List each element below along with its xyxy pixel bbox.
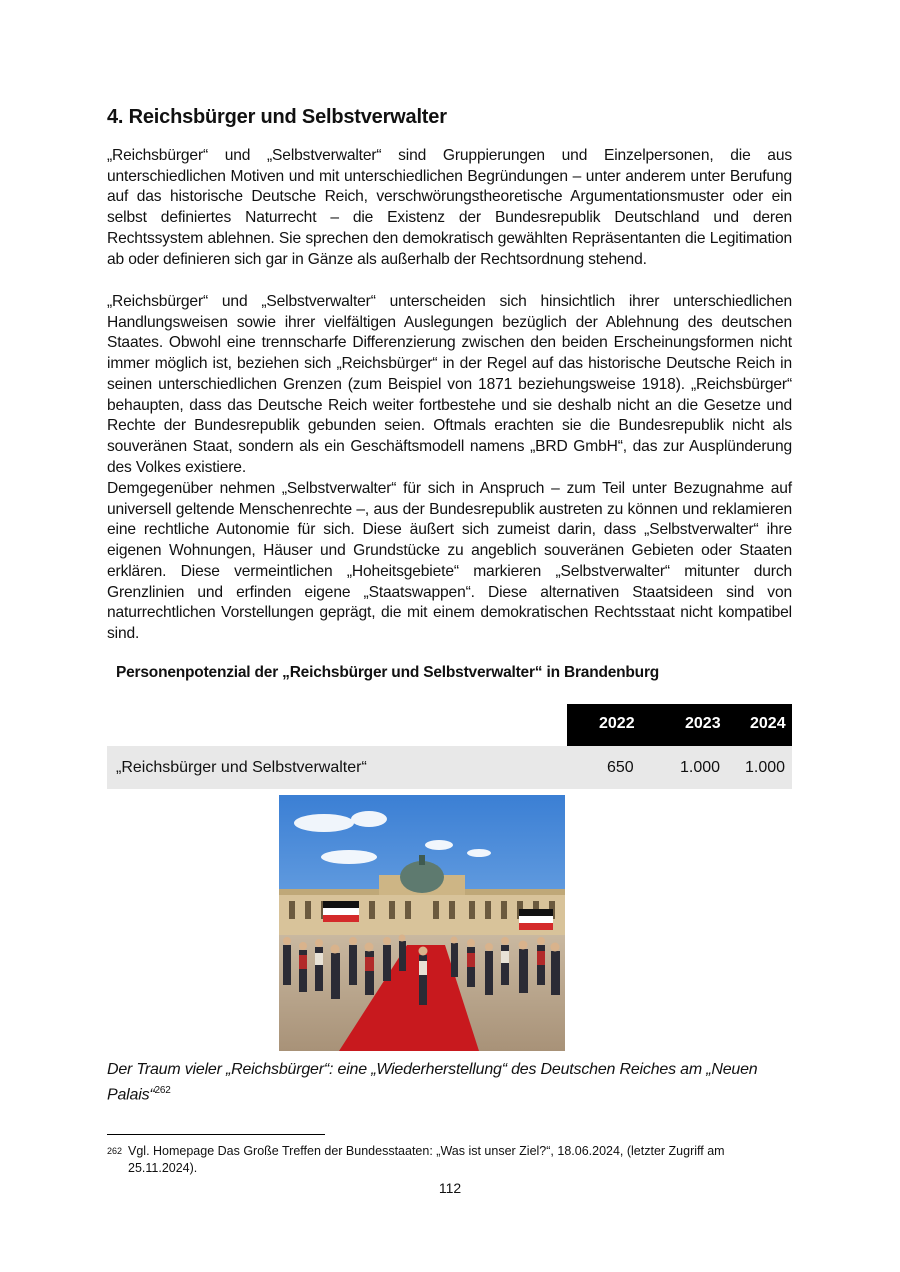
year-header-2023: 2023 [685,715,721,732]
palace-photo [279,795,565,1051]
paragraph-2: „Reichsbürger“ und „Selbstverwalter“ unterscheiden sich hinsichtlich ihrer unterschiedlichen Handlungsweisen sowie ihrer vielfältigen Auslegungen bezüglich der Ablehnung des deutschen Staates. Obwohl eine trennscharfe Differenzierung zwischen den beiden Erscheinungsformen nicht immer möglich ist, beziehen sich „Reichsbürger“ in der Regel auf das historische Deutsche Reich in seinen unterschiedlichen Grenzen (zum Beispiel von 1871 beziehungsweise 1918). „Reichsbürger“ behaupten, dass das Deutsche Reich weiter fortbestehe und sie deshalb nicht an die Gesetze und Rechte der Bundesrepublik gebunden seien. Oftmals erachten sie die Bundesrepublik nicht als souveränen Staat, sondern als ein Geschäftsmodell namens „BRD GmbH“, das zur Ausplünderung des Volkes existiere. [107,293,792,476]
paragraph-3: Demgegenüber nehmen „Selbstverwalter“ für sich in Anspruch – zum Teil unter Bezugnahme auf universell geltende Menschenrechte –, aus der Bundesrepublik austreten zu können und reklamieren eine rechtliche Autonomie für sich. Diese äußert sich zumeist darin, dass „Selbstverwalter“ ihre eigenen Wohnungen, Häuser und Grundstücke zu angeblich souveränen Gebieten oder Staaten erklären. Diese vermeintlichen „Hoheitsgebiete“ markieren „Selbstverwalter“ mitunter durch Grenzlinien und erfinden eigene „Staatswappen“. Diese alternativen Staatsideen sind von naturrechtlichen Vorstellungen geprägt, die mit einem demokratischen Rechtsstaat nicht kompatibel sind. [107,480,792,642]
footnote-reference[interactable]: 262 [154,1085,171,1096]
value-2022: 650 [607,759,634,776]
year-header-2024: 2024 [750,715,786,732]
section-heading: 4. Reichsbürger und Selbstverwalter [107,106,447,128]
figure-caption [107,1059,787,1105]
footnote-separator [107,1134,325,1135]
value-2023: 1.000 [680,759,721,776]
data-table [107,704,792,789]
footnote-number: 262 [107,1146,123,1156]
paragraph-1: „Reichsbürger“ und „Selbstverwalter“ sind Gruppierungen und Einzelpersonen, die aus unterschiedlichen Motiven und mit unterschiedlichen Begründungen – unter anderem unter Berufung auf das historische Deutsche Reich, verschwörungstheoretische Argumentationsmuster oder ein selbst definiertes Naturrecht – die Existenz der Bundesrepublik Deutschland und deren Rechtssystem ablehnen. Sie sprechen den demokratisch gewählten Repräsentanten die Legitimation ab oder definieren sich gar in Gänze als außerhalb der Rechtsordnung stehend. [107,147,792,268]
year-header-2022: 2022 [599,715,635,732]
row-label: „Reichsbürger und Selbstverwalter“ [116,759,367,776]
page-number: 112 [438,1180,462,1196]
table-row [107,746,792,789]
table-title: Personenpotenzial der „Reichsbürger und Selbstverwalter“ in Brandenburg [116,664,660,681]
caption-text: Der Traum vieler „Reichsbürger“: eine „Wiederherstellung“ des Deutschen Reiches am „Neuen Palais“ [107,1061,758,1104]
table-header-row [107,704,792,746]
flag-left [323,901,359,922]
flag-right [519,909,553,930]
value-2024: 1.000 [745,759,786,776]
footnote-text: Vgl. Homepage Das Große Treffen der Bundesstaaten: „Was ist unser Ziel?“, 18.06.2024, (letzter Zugriff am 25.11.2024). [128,1144,725,1175]
